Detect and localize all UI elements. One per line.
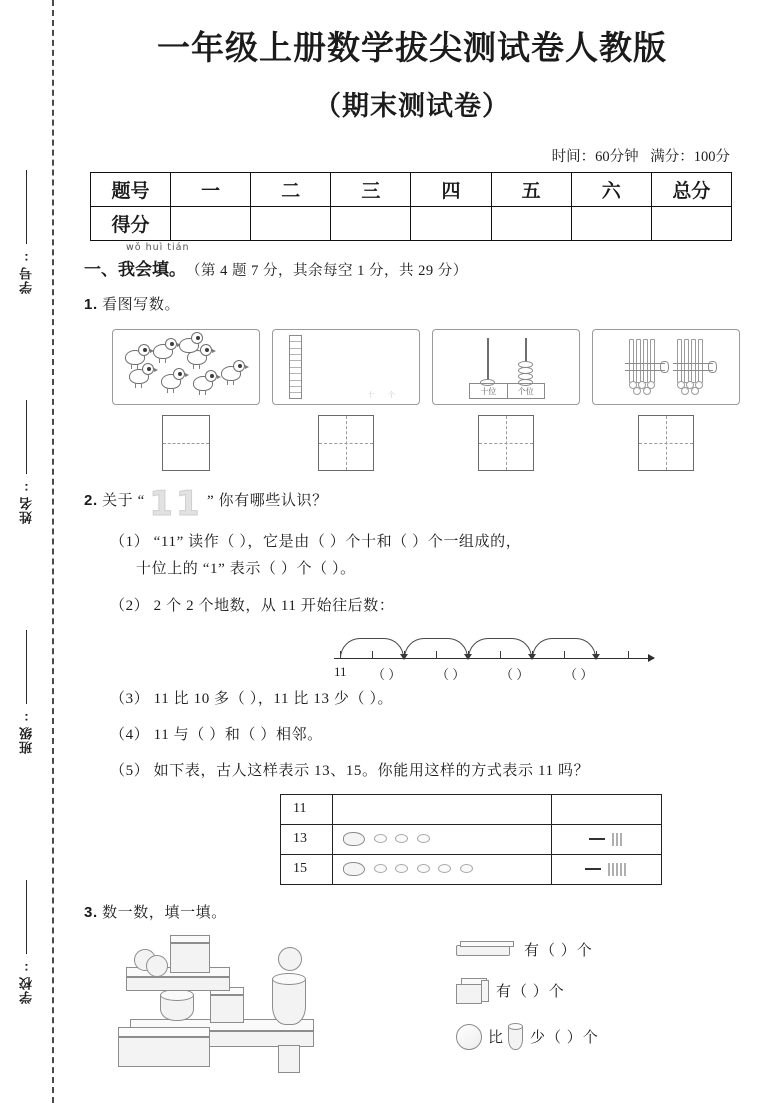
row-header-score: 得分: [91, 206, 171, 240]
question-3-body: [112, 933, 740, 1073]
pinyin-annotation: wǒ huì tián: [126, 241, 190, 253]
small-stone-icon: [395, 834, 408, 843]
question-2-label: 2.: [84, 491, 98, 509]
question-1-label: 1.: [84, 295, 98, 313]
q3-text-compare[interactable]: 少（ ）个: [530, 1030, 599, 1047]
write-rule: [26, 630, 27, 704]
picture-cell-stick-bundles: [592, 329, 740, 471]
question-2-sub-2: [84, 595, 740, 618]
col-5: 五: [491, 172, 571, 206]
section-1-number: 一、: [84, 259, 118, 279]
sub-text-4: 11 与（ ）和（ ）相邻。: [153, 727, 323, 744]
number-line-blank[interactable]: （ ）: [436, 666, 466, 682]
section-1-points: （第 4 题 7 分，其余每空 1 分，共 29 分）: [186, 262, 468, 279]
question-3-text: 数一数，填一填。: [102, 904, 227, 921]
page-title: 一年级上册数学拔尖测试卷人教版: [157, 29, 667, 66]
col-2: 二: [251, 172, 331, 206]
count-arc: [468, 638, 532, 658]
small-stone-icon: [417, 834, 430, 843]
margin-label-name: 姓名:: [18, 480, 34, 524]
cuboid-icon: [456, 941, 518, 957]
write-rule: [26, 880, 27, 954]
solids-illustration: [112, 933, 412, 1073]
grid-guide-horizontal: [319, 443, 373, 444]
tally-strokes: |||||: [607, 860, 628, 877]
score-cell-3[interactable]: [331, 206, 411, 240]
number-line-blank[interactable]: （ ）: [500, 666, 530, 682]
question-1-picture-row: [112, 329, 740, 471]
perforation-dashed-line: [52, 0, 54, 1103]
count-arc: [340, 638, 404, 658]
number-line-start-label: 11: [334, 663, 347, 679]
picture-cell-chicks: [112, 329, 260, 471]
answer-grid-box[interactable]: [318, 415, 374, 471]
margin-label-student-number: 学号:: [18, 250, 34, 294]
small-stone-icon: [374, 834, 387, 843]
ancient-stones-15: [333, 854, 552, 884]
q3-text-cuboid[interactable]: 有（ ）个: [524, 942, 593, 959]
tally-strokes: |||: [611, 830, 624, 847]
margin-label-school: 学校:: [18, 960, 34, 1004]
count-arc: [404, 638, 468, 658]
question-2-sub-1: [84, 531, 740, 554]
ancient-number-15: 15: [281, 854, 333, 884]
abacus-illustration: [432, 329, 580, 405]
sub-text-1a: “11” 读作（ ），它是由（ ）个十和（ ）个一组成的，: [153, 534, 522, 551]
exam-page: [62, 0, 780, 1103]
q3-line-compare: [456, 1022, 599, 1052]
table-row: [281, 794, 662, 824]
score-cell-1[interactable]: [171, 206, 251, 240]
question-3-fill-lines: [456, 933, 599, 1073]
sub-label-1: （1）: [110, 534, 150, 551]
stylized-number-11: 11: [149, 483, 203, 524]
small-stone-icon: [395, 864, 408, 873]
margin-field-school: [0, 880, 52, 1010]
chicks-illustration: [112, 329, 260, 405]
place-label-ones: 个位: [517, 386, 534, 396]
sub-text-3: 11 比 10 多（ ），11 比 13 少（ ）。: [153, 690, 394, 707]
ancient-number-11: 11: [281, 794, 333, 824]
sub-label-5: （5）: [110, 763, 150, 780]
stick-bundles-illustration: [592, 329, 740, 405]
sub-label-2: （2）: [110, 597, 150, 614]
table-row-question-numbers: [91, 172, 732, 206]
grid-guide-horizontal: [479, 443, 533, 444]
number-line-figure: [84, 628, 740, 686]
col-4: 四: [411, 172, 491, 206]
score-cell-5[interactable]: [491, 206, 571, 240]
sub-label-3: （3）: [110, 690, 150, 707]
col-6: 六: [571, 172, 651, 206]
answer-grid-box[interactable]: [638, 415, 694, 471]
question-3-prompt: [84, 901, 740, 925]
grid-guide-horizontal: [163, 443, 209, 444]
tally-bar-icon: [589, 838, 605, 840]
ten-block-icon: [289, 335, 302, 399]
small-stone-icon: [417, 864, 430, 873]
margin-label-class: 班级:: [18, 710, 34, 754]
number-line-blank[interactable]: （ ）: [564, 666, 594, 682]
exam-meta: [84, 145, 740, 166]
score-cell-2[interactable]: [251, 206, 331, 240]
big-stone-icon: [343, 862, 365, 876]
cylinder-icon: [508, 1022, 524, 1052]
question-2-sub-4: [84, 724, 740, 747]
row-header-question: 题号: [91, 172, 171, 206]
compare-word: 比: [488, 1030, 505, 1047]
col-total: 总分: [651, 172, 731, 206]
question-2-prefix: 关于 “: [102, 492, 145, 509]
number-line-axis: [334, 658, 654, 659]
picture-cell-abacus: [432, 329, 580, 471]
margin-field-student-number: [0, 170, 52, 300]
page-subtitle: （期末测试卷）: [314, 90, 510, 121]
section-1-heading: [84, 241, 740, 280]
section-1-period: 。: [169, 259, 186, 279]
q3-line-cube: [456, 976, 599, 1006]
stick-bundle-icon: [675, 339, 711, 395]
question-2-sub-5: [84, 760, 740, 783]
ancient-tally-15: [552, 854, 662, 884]
sub-text-2: 2 个 2 个地数，从 11 开始往后数：: [153, 597, 395, 614]
q3-text-cube[interactable]: 有（ ）个: [496, 984, 565, 1001]
answer-grid-box[interactable]: [162, 415, 210, 471]
ancient-tally-blank[interactable]: [552, 794, 662, 824]
score-cell-4[interactable]: [411, 206, 491, 240]
margin-field-class: [0, 630, 52, 760]
question-1-text: 看图写数。: [102, 296, 181, 313]
sub-text-1b: 十位上的 “1” 表示（ ）个（ ）。: [136, 561, 356, 578]
ten-strip-illustration: [272, 329, 420, 405]
full-score-label: 满分：100分: [650, 148, 730, 165]
ancient-stones-blank[interactable]: [333, 794, 552, 824]
small-stone-icon: [438, 864, 451, 873]
col-1: 一: [171, 172, 251, 206]
col-3: 三: [331, 172, 411, 206]
question-1-prompt: [84, 293, 740, 317]
sphere-icon: [456, 1024, 482, 1050]
table-row: [281, 824, 662, 854]
time-limit-label: 时间：60分钟: [551, 148, 639, 165]
abacus-place-base: [469, 383, 545, 399]
score-cell-6[interactable]: [571, 206, 651, 240]
table-row: [281, 854, 662, 884]
number-line-blank[interactable]: （ ）: [372, 666, 402, 682]
question-3-label: 3.: [84, 903, 98, 921]
write-rule: [26, 400, 27, 474]
margin-field-name: [0, 400, 52, 530]
grid-guide-horizontal: [639, 443, 693, 444]
small-stone-icon: [374, 864, 387, 873]
question-2-sub-1-line2: [84, 558, 740, 581]
picture-cell-ten-strip: [272, 329, 420, 471]
big-stone-icon: [343, 832, 365, 846]
question-2-sub-3: [84, 688, 740, 711]
cube-icon: [456, 976, 490, 1006]
score-table: [90, 172, 732, 241]
ancient-tally-13: [552, 824, 662, 854]
sub-label-4: （4）: [110, 727, 150, 744]
question-2-prompt: [84, 483, 740, 524]
ten-strip-caption: 十 个: [367, 390, 401, 399]
sub-text-5: 如下表，古人这样表示 13、15。你能用这样的方式表示 11 吗？: [153, 763, 590, 780]
table-row-scores: [91, 206, 732, 240]
q3-line-cuboid: [456, 939, 599, 960]
write-rule: [26, 170, 27, 244]
tally-bar-icon: [585, 868, 601, 870]
answer-grid-box[interactable]: [478, 415, 534, 471]
ancient-stones-13: [333, 824, 552, 854]
score-cell-total[interactable]: [651, 206, 731, 240]
left-margin-strip: [0, 0, 62, 1103]
section-1-name: 我会填: [118, 259, 169, 279]
stick-bundle-icon: [627, 339, 663, 395]
ancient-numerals-table: [280, 794, 662, 885]
small-stone-icon: [460, 864, 473, 873]
place-label-tens: 十位: [470, 384, 508, 398]
question-2-suffix: ” 你有哪些认识？: [206, 492, 328, 509]
count-arc: [532, 638, 596, 658]
ancient-number-13: 13: [281, 824, 333, 854]
